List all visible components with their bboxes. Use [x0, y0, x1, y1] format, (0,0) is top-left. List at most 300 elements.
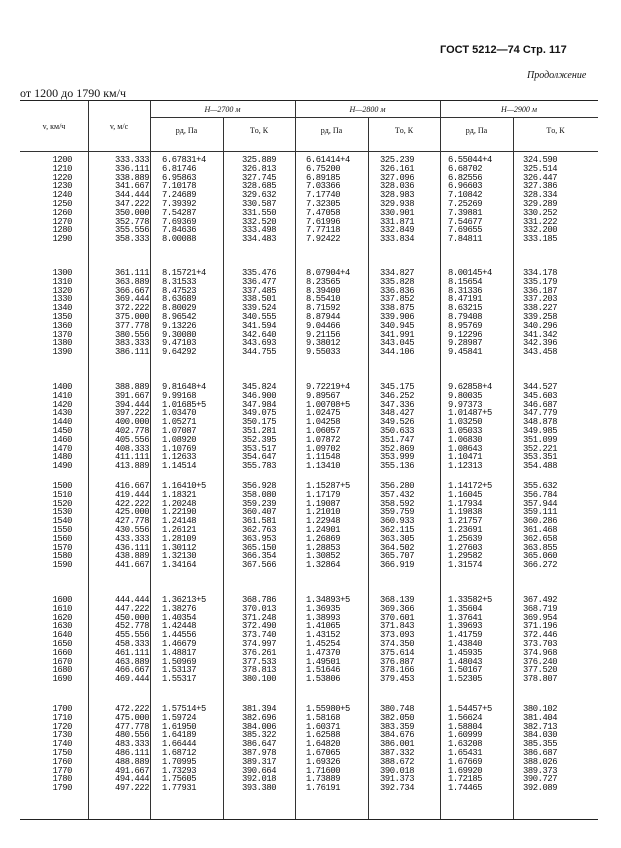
- table-row: [20, 561, 598, 570]
- table-cell: 9.12296: [448, 329, 483, 340]
- table-cell: 344.755: [242, 347, 277, 358]
- atmosphere-table: [20, 100, 598, 820]
- table-cell: 386.647: [242, 739, 277, 750]
- table-cell: 408.333: [115, 443, 150, 454]
- table-cell: 1.58168: [306, 712, 341, 723]
- table-cell: 1720: [52, 721, 72, 732]
- table-cell: 346.687: [523, 399, 558, 410]
- table-cell: 1.77931: [162, 783, 197, 794]
- table-cell: 472.222: [115, 704, 150, 714]
- table-cell: 325.514: [523, 163, 558, 174]
- table-cell: 368.139: [380, 595, 415, 605]
- table-cell: 358.333: [115, 234, 150, 245]
- table-cell: 6.96603: [448, 181, 483, 192]
- table-cell: 1.63208: [448, 739, 483, 750]
- table-cell: 9.30080: [162, 329, 197, 340]
- table-cell: 7.24689: [162, 190, 197, 201]
- table-cell: 371.196: [523, 621, 558, 632]
- table-cell: 384.030: [523, 730, 558, 741]
- table-cell: 1.45254: [306, 638, 341, 649]
- table-cell: 1.60999: [448, 730, 483, 741]
- table-cell: 386.001: [380, 739, 415, 750]
- table-cell: 335.179: [523, 276, 558, 287]
- table-cell: 339.258: [523, 311, 558, 322]
- table-cell: 455.556: [115, 630, 150, 641]
- col-header-v-kmh: v, км/ч: [42, 122, 66, 131]
- table-cell: 7.25269: [448, 198, 483, 209]
- table-cell: 1570: [52, 542, 72, 553]
- table-cell: 1300: [52, 268, 72, 278]
- table-cell: 441.667: [115, 560, 150, 571]
- table-cell: 350.633: [380, 425, 415, 436]
- table-cell: 8.00145+4: [448, 268, 492, 278]
- table-cell: 341.342: [523, 329, 558, 340]
- table-cell: 356.784: [523, 489, 558, 500]
- table-cell: 1250: [52, 198, 72, 209]
- table-cell: 393.380: [242, 783, 277, 794]
- table-cell: 1.18321: [162, 489, 197, 500]
- table-cell: 9.38012: [306, 338, 341, 349]
- table-cell: 372.446: [523, 630, 558, 641]
- table-cell: 333.498: [242, 225, 277, 236]
- table-cell: 1.33582+5: [448, 595, 492, 605]
- table-cell: 338.889: [115, 172, 150, 183]
- table-cell: 1.03470: [162, 408, 197, 419]
- table-cell: 339.906: [380, 311, 415, 322]
- table-cell: 374.350: [380, 638, 415, 649]
- table-cell: 363.889: [115, 276, 150, 287]
- table-cell: 1.46679: [162, 638, 197, 649]
- table-cell: 1.75605: [162, 774, 197, 785]
- table-cell: 371.843: [380, 621, 415, 632]
- table-cell: 344.527: [523, 382, 558, 392]
- table-cell: 1.26869: [306, 533, 341, 544]
- table-cell: 1.28853: [306, 542, 341, 553]
- table-cell: 480.556: [115, 730, 150, 741]
- table-cell: 359.111: [523, 507, 558, 518]
- table-cell: 1490: [52, 461, 72, 472]
- table-cell: 362.763: [242, 524, 277, 535]
- table-cell: 370.013: [242, 603, 277, 614]
- table-cell: 337.203: [523, 294, 558, 305]
- table-cell: 327.745: [242, 172, 277, 183]
- table-cell: 1680: [52, 665, 72, 676]
- table-cell: 1270: [52, 216, 72, 227]
- table-cell: 1.13410: [306, 461, 341, 472]
- table-cell: 1560: [52, 533, 72, 544]
- table-cell: 7.47058: [306, 207, 341, 218]
- table-cell: 369.444: [115, 294, 150, 305]
- table-cell: 388.026: [523, 756, 558, 767]
- table-cell: 8.15721+4: [162, 268, 206, 278]
- table-cell: 341.667: [115, 181, 150, 192]
- table-cell: 1.66444: [162, 739, 197, 750]
- table-cell: 1420: [52, 399, 72, 410]
- table-cell: 1240: [52, 190, 72, 201]
- table-cell: 370.601: [380, 612, 415, 623]
- table-cell: 348.878: [523, 417, 558, 428]
- table-cell: 334.483: [242, 234, 277, 245]
- table-cell: 333.185: [523, 234, 558, 245]
- table-cell: 1690: [52, 674, 72, 685]
- table-block: [20, 156, 598, 244]
- table-cell: 339.524: [242, 303, 277, 314]
- table-cell: 371.248: [242, 612, 277, 623]
- table-cell: 342.640: [242, 329, 277, 340]
- table-cell: 329.938: [380, 198, 415, 209]
- table-cell: 365.707: [380, 551, 415, 562]
- table-cell: 365.150: [242, 542, 277, 553]
- table-cell: 1780: [52, 774, 72, 785]
- table-cell: 497.222: [115, 783, 150, 794]
- table-cell: 344.106: [380, 347, 415, 358]
- table-cell: 357.432: [380, 489, 415, 500]
- table-cell: 351.281: [242, 425, 277, 436]
- table-cell: 355.783: [242, 461, 277, 472]
- table-cell: 1.16410+5: [162, 481, 206, 491]
- table-cell: 1260: [52, 207, 72, 218]
- table-cell: 1.11548: [306, 452, 341, 463]
- table-cell: 461.111: [115, 647, 150, 658]
- table-cell: 355.556: [115, 225, 150, 236]
- table-cell: 376.261: [242, 647, 277, 658]
- table-cell: 458.333: [115, 638, 150, 649]
- table-cell: 392.018: [242, 774, 277, 785]
- table-cell: 376.240: [523, 656, 558, 667]
- table-cell: 9.97373: [448, 399, 483, 410]
- table-cell: 1.22190: [162, 507, 197, 518]
- table-cell: 354.488: [523, 461, 558, 472]
- table-cell: 391.667: [115, 390, 150, 401]
- table-cell: 1.36213+5: [162, 595, 206, 605]
- table-cell: 361.468: [523, 524, 558, 535]
- table-cell: 380.102: [523, 704, 558, 714]
- table-cell: 328.334: [523, 190, 558, 201]
- table-cell: 336.836: [380, 285, 415, 296]
- table-cell: 353.999: [380, 452, 415, 463]
- table-cell: 6.95863: [162, 172, 197, 183]
- table-cell: 328.036: [380, 181, 415, 192]
- table-cell: 9.80035: [448, 390, 483, 401]
- table-cell: 1.60371: [306, 721, 341, 732]
- table-cell: 333.834: [380, 234, 415, 245]
- table-cell: 427.778: [115, 516, 150, 527]
- table-cell: 382.050: [380, 712, 415, 723]
- table-cell: 1.49501: [306, 656, 341, 667]
- table-cell: 9.28987: [448, 338, 483, 349]
- table-cell: 1460: [52, 434, 72, 445]
- table-cell: 1200: [52, 155, 72, 165]
- table-cell: 379.453: [380, 674, 415, 685]
- table-cell: 1.25639: [448, 533, 483, 544]
- table-cell: 8.31336: [448, 285, 483, 296]
- table-cell: 378.166: [380, 665, 415, 676]
- table-cell: 380.748: [380, 704, 415, 714]
- table-cell: 344.444: [115, 190, 150, 201]
- table-cell: 347.336: [380, 399, 415, 410]
- table-row: [20, 462, 598, 471]
- table-cell: 9.45841: [448, 347, 483, 358]
- page-header-title: ГОСТ 5212—74 Стр. 117: [440, 44, 567, 56]
- table-cell: 7.84811: [448, 234, 483, 245]
- table-cell: 1.41065: [306, 621, 341, 632]
- table-cell: 343.458: [523, 347, 558, 358]
- table-cell: 364.502: [380, 542, 415, 553]
- table-cell: 1730: [52, 730, 72, 741]
- table-cell: 367.566: [242, 560, 277, 571]
- table-cell: 1.06057: [306, 425, 341, 436]
- table-cell: 1.00708+5: [306, 399, 350, 410]
- table-cell: 333.333: [115, 155, 150, 165]
- table-cell: 1.07087: [162, 425, 197, 436]
- table-cell: 8.80029: [162, 303, 197, 314]
- table-cell: 384.006: [242, 721, 277, 732]
- table-cell: 7.84636: [162, 225, 197, 236]
- table-cell: 1.53137: [162, 665, 197, 676]
- table-cell: 477.778: [115, 721, 150, 732]
- table-cell: 349.985: [523, 425, 558, 436]
- table-cell: 1.03250: [448, 417, 483, 428]
- table-cell: 1.21010: [306, 507, 341, 518]
- table-cell: 349.526: [380, 417, 415, 428]
- table-cell: 7.10842: [448, 190, 483, 201]
- table-cell: 380.556: [115, 329, 150, 340]
- table-cell: 1.45935: [448, 647, 483, 658]
- table-cell: 1.48817: [162, 647, 197, 658]
- table-cell: 1360: [52, 320, 72, 331]
- table-cell: 1660: [52, 647, 72, 658]
- table-cell: 1.55980+5: [306, 704, 350, 714]
- table-cell: 1.67669: [448, 756, 483, 767]
- table-cell: 1.32130: [162, 551, 197, 562]
- table-cell: 1.24901: [306, 524, 341, 535]
- table-cell: 8.39400: [306, 285, 341, 296]
- table-cell: 6.81746: [162, 163, 197, 174]
- table-cell: 7.92422: [306, 234, 341, 245]
- table-cell: 1.57514+5: [162, 704, 206, 714]
- table-cell: 438.889: [115, 551, 150, 562]
- table-cell: 352.778: [115, 216, 150, 227]
- table-cell: 353.517: [242, 443, 277, 454]
- table-cell: 1540: [52, 516, 72, 527]
- table-cell: 6.82556: [448, 172, 483, 183]
- group-header-2700: H—2700 м: [204, 105, 241, 114]
- table-cell: 7.77118: [306, 225, 341, 236]
- table-cell: 334.827: [380, 268, 415, 278]
- table-cell: 1.08920: [162, 434, 197, 445]
- table-cell: 494.444: [115, 774, 150, 785]
- table-cell: 1.38276: [162, 603, 197, 614]
- table-cell: 1430: [52, 408, 72, 419]
- table-cell: 394.444: [115, 399, 150, 410]
- table-cell: 411.111: [115, 452, 150, 463]
- table-cell: 1390: [52, 347, 72, 358]
- table-cell: 352.395: [242, 434, 277, 445]
- table-cell: 385.322: [242, 730, 277, 741]
- table-cell: 1610: [52, 603, 72, 614]
- table-cell: 1.47370: [306, 647, 341, 658]
- table-cell: 1.05033: [448, 425, 483, 436]
- table-cell: 7.32305: [306, 198, 341, 209]
- table-cell: 7.61996: [306, 216, 341, 227]
- table-block: [20, 482, 598, 570]
- table-cell: 1410: [52, 390, 72, 401]
- table-cell: 1.54457+5: [448, 704, 492, 714]
- table-cell: 375.614: [380, 647, 415, 658]
- table-cell: 6.55044+4: [448, 155, 492, 165]
- speed-range-label: от 1200 до 1790 км/ч: [20, 86, 126, 100]
- table-cell: 1.07872: [306, 434, 341, 445]
- table-cell: 351.747: [380, 434, 415, 445]
- table-cell: 377.533: [242, 656, 277, 667]
- table-cell: 340.555: [242, 311, 277, 322]
- table-cell: 1.59724: [162, 712, 197, 723]
- table-cell: 1630: [52, 621, 72, 632]
- table-cell: 7.54287: [162, 207, 197, 218]
- table-cell: 377.520: [523, 665, 558, 676]
- table-cell: 378.807: [523, 674, 558, 685]
- table-cell: 419.444: [115, 489, 150, 500]
- table-cell: 361.581: [242, 516, 277, 527]
- table-cell: 1550: [52, 524, 72, 535]
- table-cell: 413.889: [115, 461, 150, 472]
- table-cell: 9.64292: [162, 347, 197, 358]
- table-cell: 385.355: [523, 739, 558, 750]
- table-cell: 1750: [52, 747, 72, 758]
- table-cell: 332.200: [523, 225, 558, 236]
- table-cell: 9.72219+4: [306, 382, 350, 392]
- table-cell: 1470: [52, 443, 72, 454]
- table-cell: 341.594: [242, 320, 277, 331]
- col-header-temp-1: Tо, К: [249, 126, 269, 135]
- table-cell: 341.991: [380, 329, 415, 340]
- table-cell: 8.87944: [306, 311, 341, 322]
- table-cell: 6.68702: [448, 163, 483, 174]
- table-cell: 422.222: [115, 498, 150, 509]
- table-cell: 365.060: [523, 551, 558, 562]
- table-cell: 1700: [52, 704, 72, 714]
- table-cell: 338.501: [242, 294, 277, 305]
- col-header-pressure-2: pд, Па: [320, 126, 343, 135]
- table-cell: 1.56624: [448, 712, 483, 723]
- table-cell: 1.30852: [306, 551, 341, 562]
- table-cell: 1.73293: [162, 765, 197, 776]
- table-cell: 1.65431: [448, 747, 483, 758]
- table-cell: 1.23691: [448, 524, 483, 535]
- table-cell: 1.14172+5: [448, 481, 492, 491]
- table-cell: 324.590: [523, 155, 558, 165]
- table-cell: 325.889: [242, 155, 277, 165]
- table-cell: 1.20248: [162, 498, 197, 509]
- table-cell: 1.51646: [306, 665, 341, 676]
- table-cell: 347.984: [242, 399, 277, 410]
- table-cell: 1760: [52, 756, 72, 767]
- table-cell: 340.945: [380, 320, 415, 331]
- table-cell: 356.280: [380, 481, 415, 491]
- table-cell: 1.09702: [306, 443, 341, 454]
- table-cell: 1.64820: [306, 739, 341, 750]
- table-cell: 366.354: [242, 551, 277, 562]
- table-cell: 336.477: [242, 276, 277, 287]
- table-cell: 1580: [52, 551, 72, 562]
- table-cell: 1350: [52, 311, 72, 322]
- table-cell: 336.187: [523, 285, 558, 296]
- table-row: [20, 675, 598, 684]
- table-cell: 335.476: [242, 268, 277, 278]
- table-cell: 359.239: [242, 498, 277, 509]
- table-cell: 1.16045: [448, 489, 483, 500]
- table-cell: 377.778: [115, 320, 150, 331]
- table-cell: 6.89185: [306, 172, 341, 183]
- table-cell: 1.69326: [306, 756, 341, 767]
- table-cell: 345.175: [380, 382, 415, 392]
- table-cell: 447.222: [115, 603, 150, 614]
- table-row: [20, 235, 598, 244]
- table-cell: 347.222: [115, 198, 150, 209]
- table-cell: 349.075: [242, 408, 277, 419]
- table-cell: 350.175: [242, 417, 277, 428]
- table-cell: 7.17740: [306, 190, 341, 201]
- table-cell: 1220: [52, 172, 72, 183]
- table-cell: 1.19838: [448, 507, 483, 518]
- table-cell: 1.21757: [448, 516, 483, 527]
- table-cell: 367.492: [523, 595, 558, 605]
- table-cell: 1.08643: [448, 443, 483, 454]
- table-cell: 331.550: [242, 207, 277, 218]
- table-cell: 363.305: [380, 533, 415, 544]
- table-cell: 1.36935: [306, 603, 341, 614]
- table-cell: 9.55033: [306, 347, 341, 358]
- table-cell: 491.667: [115, 765, 150, 776]
- table-cell: 1320: [52, 285, 72, 296]
- table-cell: 1590: [52, 560, 72, 571]
- table-cell: 1.74465: [448, 783, 483, 794]
- table-cell: 369.366: [380, 603, 415, 614]
- table-cell: 1.48043: [448, 656, 483, 667]
- table-cell: 386.687: [523, 747, 558, 758]
- table-cell: 397.222: [115, 408, 150, 419]
- table-cell: 1340: [52, 303, 72, 314]
- table-cell: 1.38993: [306, 612, 341, 623]
- table-cell: 366.667: [115, 285, 150, 296]
- table-cell: 392.089: [523, 783, 558, 794]
- table-cell: 1210: [52, 163, 72, 174]
- table-cell: 1.58804: [448, 721, 483, 732]
- table-cell: 366.919: [380, 560, 415, 571]
- table-cell: 355.136: [380, 461, 415, 472]
- table-cell: 383.333: [115, 338, 150, 349]
- table-cell: 374.968: [523, 647, 558, 658]
- table-cell: 373.093: [380, 630, 415, 641]
- table-cell: 9.47103: [162, 338, 197, 349]
- table-cell: 1370: [52, 329, 72, 340]
- table-cell: 329.632: [242, 190, 277, 201]
- table-cell: 1790: [52, 783, 72, 794]
- table-cell: 360.933: [380, 516, 415, 527]
- table-cell: 8.63215: [448, 303, 483, 314]
- table-cell: 425.000: [115, 507, 150, 518]
- table-cell: 329.289: [523, 198, 558, 209]
- table-cell: 486.111: [115, 747, 150, 758]
- table-cell: 346.900: [242, 390, 277, 401]
- table-cell: 8.95769: [448, 320, 483, 331]
- table-cell: 353.351: [523, 452, 558, 463]
- table-cell: 382.713: [523, 721, 558, 732]
- table-cell: 1.76191: [306, 783, 341, 794]
- table-cell: 381.394: [242, 704, 277, 714]
- table-row: [20, 348, 598, 357]
- table-cell: 1650: [52, 638, 72, 649]
